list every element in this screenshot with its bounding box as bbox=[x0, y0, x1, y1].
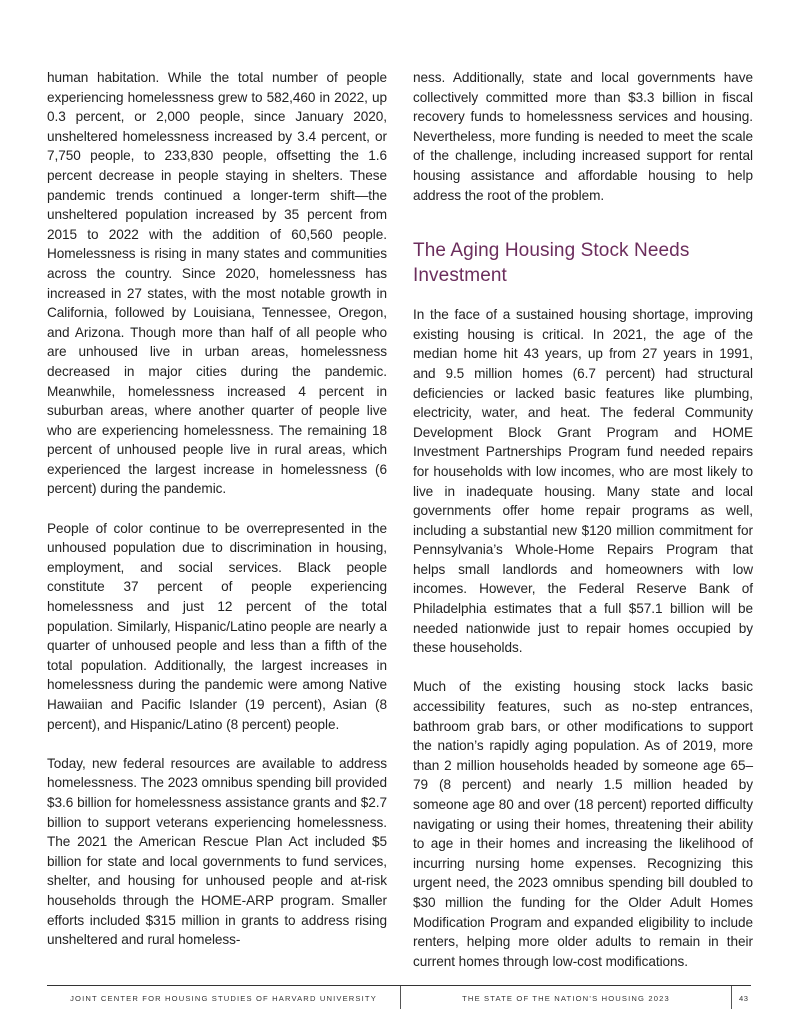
body-paragraph: ness. Additionally, state and local governments have collectively committed more than $3.3 billion in fiscal recovery funds to homelessness services and housing. Nevertheless, more funding is needed to meet the scale of the challenge, including increased support for rental housing assistance and affordable housing to help address the root of the problem. bbox=[413, 70, 753, 203]
footer-divider bbox=[731, 986, 732, 1009]
left-column bbox=[47, 68, 387, 950]
footer-report-title: THE STATE OF THE NATION’S HOUSING 2023 bbox=[462, 994, 670, 1003]
section-heading: The Aging Housing Stock Needs Investment bbox=[413, 240, 690, 286]
right-column bbox=[413, 68, 753, 971]
body-paragraph: Today, new federal resources are available to address homelessness. The 2023 omnibus spending bill provided $3.6 billion for homelessness assistance grants and $2.7 billion to support veterans experiencing homelessness. The 2021 the American Rescue Plan Act included $5 billion for state and local governments to fund services, shelter, and housing for unhoused people and at-risk households through the HOME-ARP program. Smaller efforts included $315 million in grants to address rising unsheltered and rural homeless- bbox=[47, 755, 387, 948]
body-paragraph: People of color continue to be overrepresented in the unhoused population due to discrimination in housing, employment, and social services. Black people constitute 37 percent of people experiencing homelessness and just 12 percent of the total population. Similarly, Hispanic/Latino people are nearly a quarter of unhoused people and less than a fifth of the total population. Additionally, the largest increases in homelessness during the pandemic were among Native Hawaiian and Pacific Islander (19 percent), Asian (8 percent), and Hispanic/Latino (8 percent) people. bbox=[47, 520, 387, 732]
body-paragraph: human habitation. While the total number of people experiencing homelessness grew to 582,460 in 2022, up 0.3 percent, or 2,000 people, since January 2020, unsheltered homelessness increased by 3.4 percent, or 7,750 people, to 233,830 people, offsetting the 1.6 percent decrease in people staying in shelters. These pandemic trends continued a longer-term shift—the unsheltered population increased by 35 percent from 2015 to 2022 with the addition of 60,560 people. Homelessness is rising in many states and communities across the country. Since 2020, homelessness has increased in 27 states, with the most notable growth in California, followed by Louisiana, Tennessee, Oregon, and Arizona. Though more than half of all people who are unhoused live in urban areas, homelessness decreased in major cities during the pandemic. Meanwhile, homelessness increased 4 percent in suburban areas, where another quarter of people live who are experiencing homelessness. The remaining 18 percent of unhoused people live in rural areas, which experienced the largest increase in homelessness (6 percent) during the pandemic. bbox=[47, 70, 387, 497]
body-paragraph: Much of the existing housing stock lacks basic accessibility features, such as no-step entrances, bathroom grab bars, or other modifications to support the nation’s rapidly aging population. As of 2019, more than 2 million households headed by someone age 65–79 (8 percent) and nearly 1.5 million headed by someone age 80 and over (18 percent) reported difficulty navigating or using their homes, threatening their ability to age in their homes and increasing the likelihood of incurring nursing home expenses. Recognizing this urgent need, the 2023 omnibus spending bill doubled to $30 million the funding for the Older Adult Homes Modification Program and expanded eligibility to include renters, helping more older adults to remain in their current homes through low-cost modifications. bbox=[413, 679, 753, 969]
page-number: 43 bbox=[739, 994, 749, 1003]
body-paragraph: In the face of a sustained housing shortage, improving existing housing is critical. In 2021, the age of the median home hit 43 years, up from 27 years in 1991, and 9.5 million homes (6.7 percent) had structural deficiencies or lacked basic features like plumbing, electricity, water, and heat. The federal Community Development Block Grant Program and HOME Investment Partnerships Program fund needed repairs for households with low incomes, who are most likely to live in inadequate housing. Many state and local governments offer home repair programs as well, including a substantial new $120 million commitment for Pennsylvania’s Whole-Home Repairs Program that helps small landlords and homeowners with low incomes. However, the Federal Reserve Bank of Philadelphia estimates that a full $57.1 billion will be needed nationwide just to repair homes occupied by these households. bbox=[413, 307, 753, 656]
footer-publisher: JOINT CENTER FOR HOUSING STUDIES OF HARVARD UNIVERSITY bbox=[70, 994, 377, 1003]
page-footer bbox=[47, 985, 751, 1012]
